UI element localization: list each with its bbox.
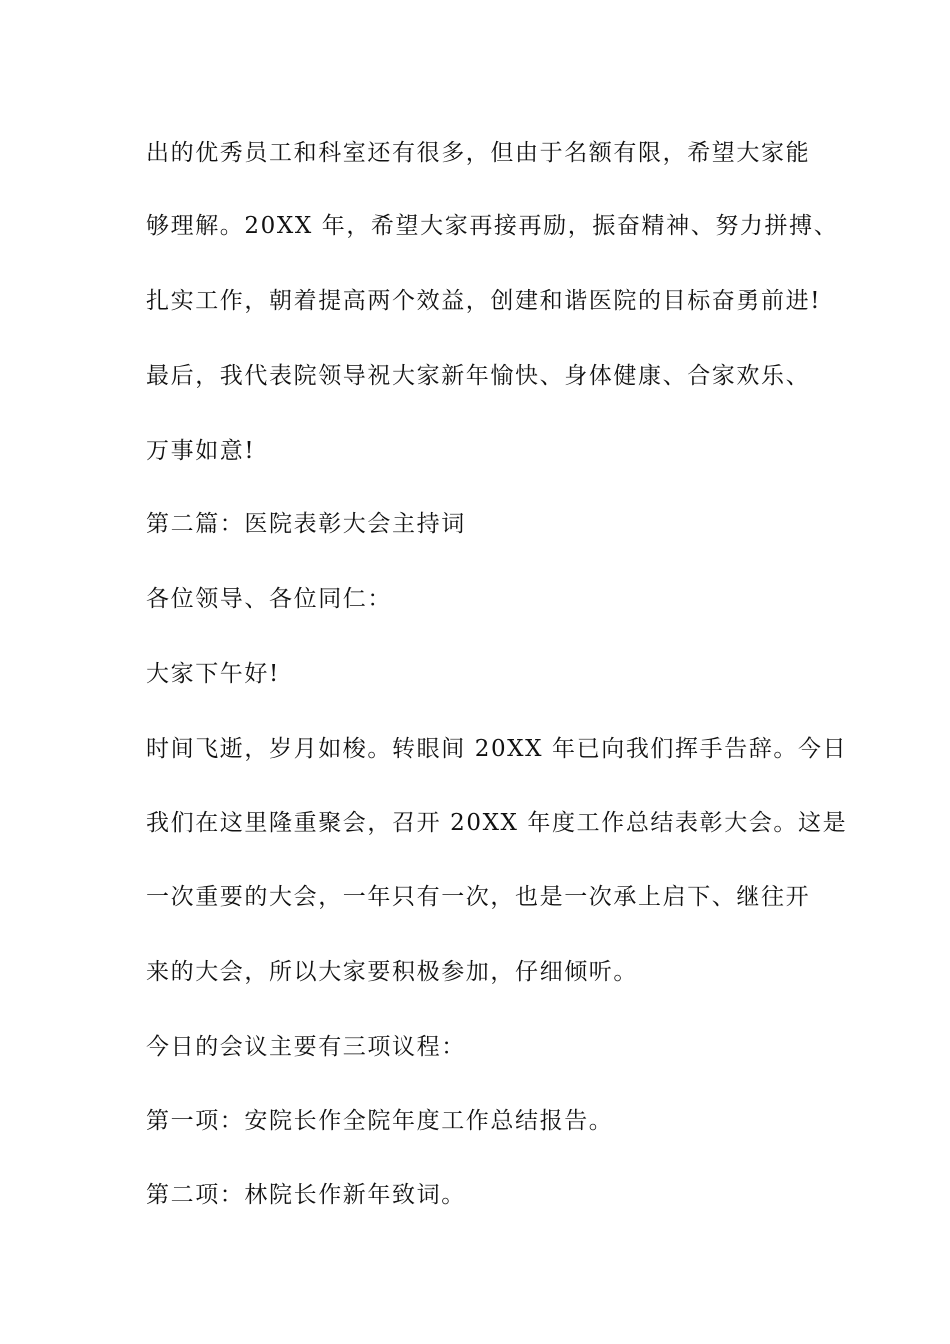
section-heading: 第二篇：医院表彰大会主持词: [146, 511, 466, 537]
body-text-line: 出的优秀员工和科室还有很多，但由于名额有限，希望大家能: [146, 140, 811, 166]
body-text-line: 最后，我代表院领导祝大家新年愉快、身体健康、合家欢乐、: [146, 363, 811, 389]
body-text-line: 万事如意!: [146, 438, 256, 464]
body-text-line: 时间飞逝，岁月如梭。转眼间 20XX 年已向我们挥手告辞。今日: [146, 736, 848, 762]
body-text-line: 扎实工作，朝着提高两个效益，创建和谐医院的目标奋勇前进!: [146, 288, 822, 314]
greeting: 大家下午好!: [146, 661, 280, 687]
agenda-item: 第二项：林院长作新年致词。: [146, 1182, 466, 1208]
salutation: 各位领导、各位同仁：: [146, 586, 392, 612]
agenda-item: 第一项：安院长作全院年度工作总结报告。: [146, 1108, 614, 1134]
body-text-line: 一次重要的大会，一年只有一次，也是一次承上启下、继往开: [146, 884, 811, 910]
agenda-intro: 今日的会议主要有三项议程：: [146, 1034, 466, 1060]
body-text-line: 我们在这里隆重聚会，召开 20XX 年度工作总结表彰大会。这是: [146, 810, 848, 836]
body-text-line: 够理解。20XX 年，希望大家再接再励，振奋精神、努力拼搏、: [146, 213, 839, 239]
body-text-line: 来的大会，所以大家要积极参加，仔细倾听。: [146, 959, 638, 985]
